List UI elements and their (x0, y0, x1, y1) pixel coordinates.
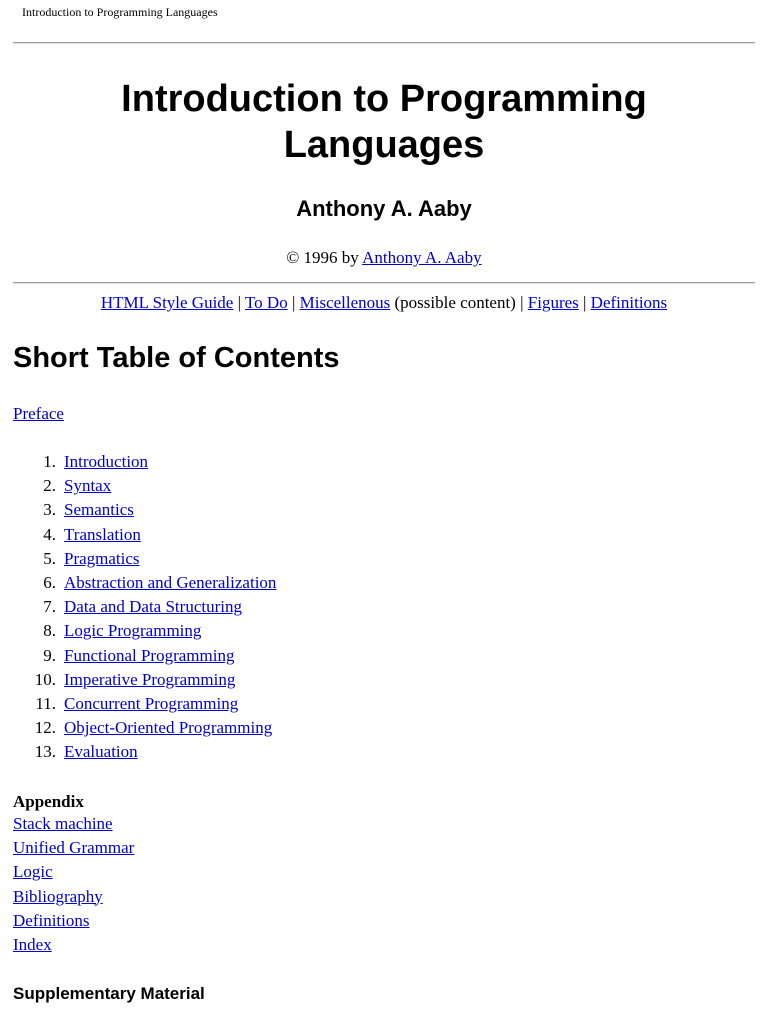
chapter-link[interactable]: Imperative Programming (64, 669, 236, 689)
chapter-number: 10. (34, 669, 56, 689)
nav-style-guide-link[interactable]: HTML Style Guide (100, 293, 234, 312)
nav-separator: | (287, 293, 300, 312)
preface-link[interactable]: Preface (13, 404, 64, 423)
chapter-number: 13. (34, 742, 56, 762)
nav-separator: | (233, 293, 245, 312)
chapter-item (13, 620, 276, 644)
chapter-link[interactable]: Abstraction and Generalization (64, 572, 277, 592)
chapter-link[interactable]: Semantics (64, 500, 134, 520)
appendix-item (13, 837, 134, 861)
appendix-item (13, 934, 134, 958)
chapter-item (13, 524, 276, 548)
nav-separator: | (578, 293, 591, 312)
nav-misc-link[interactable]: Miscellenous (299, 293, 391, 312)
appendix-link-index[interactable]: Index (13, 934, 52, 954)
chapter-link[interactable]: Logic Programming (64, 621, 202, 641)
chapter-number: 7. (43, 597, 56, 617)
nav-misc-note: (possible content) (390, 293, 521, 312)
chapter-item (13, 572, 276, 596)
chapter-item (13, 693, 276, 717)
author-link[interactable]: Anthony A. Aaby (362, 248, 482, 267)
chapter-item (13, 741, 276, 765)
appendix-item (13, 910, 134, 934)
appendix-link-logic[interactable]: Logic (13, 862, 53, 882)
header-divider (13, 282, 755, 284)
chapter-number: 6. (43, 572, 56, 592)
toc-heading: Short Table of Contents (13, 342, 340, 374)
chapter-link[interactable]: Data and Data Structuring (64, 597, 242, 617)
appendix-item (13, 813, 134, 837)
page-title (0, 76, 768, 168)
chapter-list (13, 451, 276, 765)
nav-separator: | (520, 293, 528, 312)
appendix-link-stack-machine[interactable]: Stack machine (13, 814, 113, 833)
appendix-heading: Appendix (13, 792, 84, 811)
copyright-text: © 1996 by (286, 248, 363, 267)
chapter-number: 2. (43, 476, 56, 496)
chapter-number: 9. (43, 645, 56, 665)
title-line-1: Introduction to Programming (121, 78, 647, 120)
chapter-number: 3. (43, 500, 56, 520)
top-divider (13, 42, 755, 44)
chapter-number: 5. (43, 548, 56, 568)
title-line-2: Languages (283, 124, 485, 166)
chapter-number: 12. (34, 718, 56, 738)
chapter-item (13, 548, 276, 572)
appendix-link-unified-grammar[interactable]: Unified Grammar (13, 838, 135, 858)
supplementary-heading: Supplementary Material (13, 984, 205, 1003)
appendix-link-definitions[interactable]: Definitions (13, 910, 90, 930)
chapter-item (13, 499, 276, 523)
appendix-link-bibliography[interactable]: Bibliography (13, 886, 103, 906)
nav-bar (0, 292, 768, 314)
nav-figures-link[interactable]: Figures (527, 293, 579, 312)
appendix-item (13, 886, 134, 910)
chapter-item (13, 475, 276, 499)
chapter-link[interactable]: Object-Oriented Programming (64, 718, 273, 738)
chapter-item (13, 451, 276, 475)
author-name: Anthony A. Aaby (296, 196, 472, 221)
chapter-link[interactable]: Pragmatics (64, 548, 140, 568)
chapter-item (13, 669, 276, 693)
chapter-link[interactable]: Concurrent Programming (64, 693, 239, 713)
chapter-item (13, 645, 276, 669)
appendix-item (13, 861, 134, 885)
chapter-link[interactable]: Functional Programming (64, 645, 235, 665)
page-header: Introduction to Programming Languages (22, 5, 218, 19)
chapter-number: 1. (43, 452, 56, 471)
copyright-line (0, 247, 768, 269)
chapter-number: 8. (43, 621, 56, 641)
chapter-link[interactable]: Syntax (64, 476, 112, 496)
nav-todo-link[interactable]: To Do (244, 293, 288, 312)
nav-definitions-link[interactable]: Definitions (590, 293, 668, 312)
preface-row (13, 403, 64, 425)
chapter-link[interactable]: Introduction (64, 452, 149, 471)
chapter-link[interactable]: Translation (64, 524, 141, 544)
chapter-item (13, 717, 276, 741)
chapter-number: 4. (43, 524, 56, 544)
chapter-link[interactable]: Evaluation (64, 742, 138, 762)
chapter-number: 11. (35, 693, 56, 713)
appendix-list (13, 813, 134, 958)
chapter-item (13, 596, 276, 620)
